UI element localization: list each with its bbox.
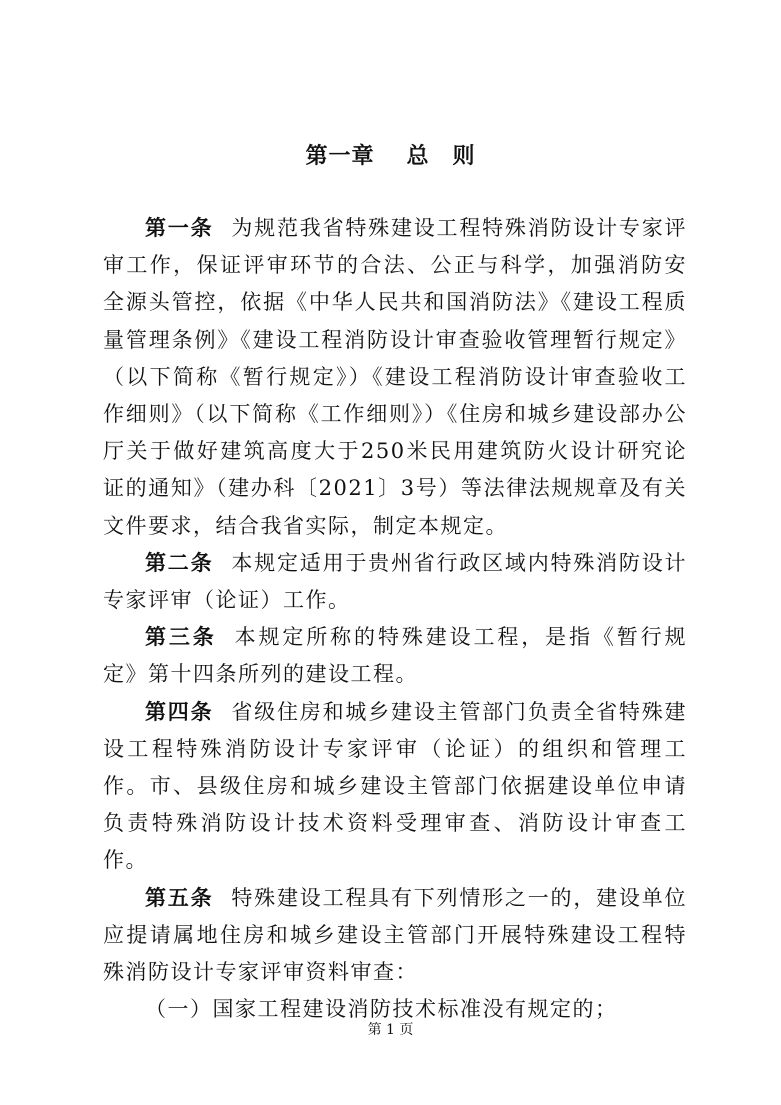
article-text: 本规定适用于贵州省行政区域内特殊消防设计专家评审（论证）工作。 [103,550,688,613]
chapter-body [103,210,687,1028]
article-paragraph [103,694,687,880]
article-text: 特殊建设工程具有下列情形之一的，建设单位应提请属地住房和城乡建设主管部门开展特殊建设工程特殊消防设计专家评审资料审查： [103,885,688,985]
list-item-text: （一）国家工程建设消防技术标准没有规定的； [145,997,618,1022]
article-number: 第三条 [145,625,217,650]
article-number: 第一条 [145,216,214,240]
article-text: 本规定所称的特殊建设工程，是指《暂行规定》第十四条所列的建设工程。 [103,625,688,687]
article-paragraph [103,880,687,992]
article-number: 第二条 [145,550,214,575]
article-number: 第五条 [145,885,214,910]
article-text: 为规范我省特殊建设工程特殊消防设计专家评审工作，保证评审环节的合法、公正与科学，加强消防安全源头管控，依据《中华人民共和国消防法》《建设工程质量管理条例》《建设工程消防设计审查验收管理暂行规定》（以下简称《暂行规定》）《建设工程消防设计审查验收工作细则》（以下简称《工作细则》）《住房和城乡建设部办公厅关于做好建筑高度大于250米民用建筑防火设计研究论证的通知》（建办科〔2021〕3号）等法律法规规章及有关文件要求，结合我省实际，制定本规定。 [103,216,688,538]
chapter-label: 第一章 [305,144,375,169]
chapter-title [0,142,781,172]
article-number: 第四条 [145,699,214,724]
article-paragraph [103,619,687,693]
article-paragraph [103,545,687,619]
page-number: 第 1 页 [367,1022,414,1038]
chapter-name: 总 则 [406,144,476,169]
article-paragraph [103,210,687,545]
article-text: 省级住房和城乡建设主管部门负责全省特殊建设工程特殊消防设计专家评审（论证）的组织和管理工作。市、县级住房和城乡建设主管部门依据建设单位申请负责特殊消防设计技术资料受理审查、消防设计审查工作。 [103,699,688,873]
